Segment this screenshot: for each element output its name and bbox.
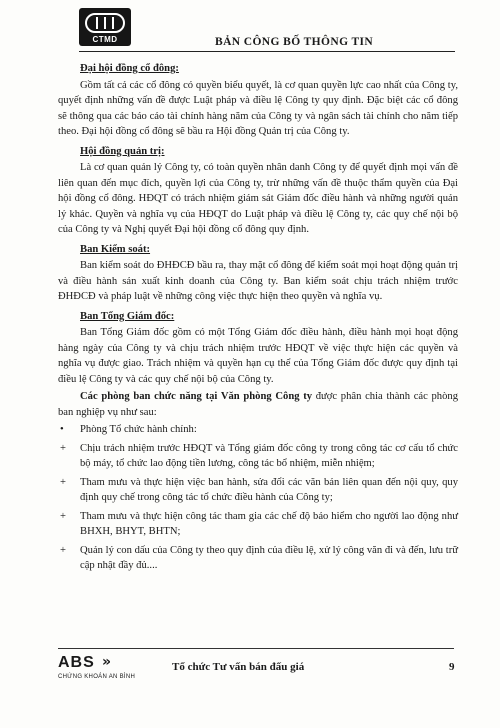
- section-text-dhcd: Gồm tất cả các cổ đông có quyền biểu quyết, là cơ quan quyền lực cao nhất của Công ty, quyết định những vấn đề được Luật pháp và điều lệ Công ty quy định. Đặc biệt các cổ đông sẽ thông qua các báo cáo tài chính hàng năm của Công ty và ngân sách tài chính cho năm tiếp theo. Đại hội đồng cổ đông sẽ bầu ra Hội đồng Quản trị của Công ty.: [58, 79, 458, 137]
- logo-text: CTMD: [92, 35, 118, 44]
- abs-arrows-icon: »: [102, 654, 112, 670]
- company-logo: [79, 8, 131, 46]
- section-text-phong-ban: [58, 389, 458, 420]
- department-list: [58, 422, 458, 574]
- section-text-btgd: Ban Tổng Giám đốc gồm có một Tổng Giám đốc điều hành, điều hành mọi hoạt động hàng ngày của Công ty và chịu trách nhiệm trước HĐQT về việc thực hiện các quyền và nghĩa vụ được giao. Trách nhiệm và quyền hạn cụ thể của Tổng Giám đốc được quy định tại điều lệ Công ty và các quy chế nội bộ của Công ty.: [58, 327, 458, 385]
- document-body: [58, 57, 458, 577]
- list-item: [58, 475, 458, 506]
- section-heading-hdqt: Hội đồng quản trị:: [80, 145, 165, 157]
- list-item: [58, 509, 458, 540]
- plus-marker: +: [60, 510, 66, 522]
- page-number: 9: [449, 661, 455, 673]
- plus-marker: +: [60, 476, 66, 488]
- header-divider: [79, 51, 455, 52]
- footer-text: Tổ chức Tư vấn bán đấu giá: [172, 661, 305, 673]
- abs-logo: [58, 654, 138, 688]
- footer-divider: [58, 648, 454, 649]
- section-heading-bks: Ban Kiểm soát:: [80, 243, 151, 255]
- section-heading-btgd: Ban Tổng Giám đốc:: [80, 310, 175, 322]
- section-text-hdqt: Là cơ quan quản lý Công ty, có toàn quyền nhân danh Công ty để quyết định mọi vấn đề liên quan đến mục đích, quyền lợi của Công ty, trừ những vấn đề thuộc thẩm quyền của Đại hội đồng cổ đông. HĐQT có trách nhiệm giám sát Giám đốc điều hành và những người quản lý khác. Quyền và nghĩa vụ của HĐQT do Luật pháp và điều lệ Công ty, các quy chế nội bộ của Công ty và Nghị quyết Đại hội đồng cổ đông quy định.: [58, 162, 458, 235]
- bullet-marker: •: [60, 424, 64, 435]
- phong-ban-bold: Các phòng ban chức năng tại Văn phòng Công ty: [80, 391, 313, 402]
- logo-emblem-icon: [85, 13, 125, 33]
- phong-ban-rest: được phân chia thành các phòng ban nghiệp vụ như sau:: [58, 391, 458, 418]
- list-item-bullet: [58, 422, 458, 438]
- list-item-text: Phòng Tổ chức hành chính:: [80, 424, 197, 435]
- section-text-bks: Ban kiểm soát do ĐHĐCĐ bầu ra, thay mặt cổ đông để kiểm soát mọi hoạt động quản trị và điều hành sản xuất kinh doanh của Công ty. Ban kiểm soát chịu trách nhiệm trước ĐHĐCĐ và pháp luật về những công việc thực hiện theo quyền và nghĩa vụ.: [58, 260, 458, 302]
- section-heading-dhcd: Đại hội đồng cổ đông:: [80, 63, 179, 74]
- list-item: [58, 441, 458, 472]
- page-header-title: BẢN CÔNG BỐ THÔNG TIN: [215, 36, 374, 48]
- abs-logo-subtitle: CHỨNG KHOÁN AN BÌNH: [58, 674, 136, 680]
- list-item: [58, 543, 458, 574]
- plus-marker: +: [60, 544, 66, 556]
- list-item-text: Tham mưu và thực hiện công tác tham gia các chế độ bảo hiểm cho người lao động như BHXH, BHYT, BHTN;: [80, 510, 458, 537]
- list-item-text: Quản lý con dấu của Công ty theo quy định của điều lệ, xử lý công văn đi và đến, lưu trữ cập nhật đầy đủ....: [80, 544, 458, 571]
- plus-marker: +: [60, 442, 66, 454]
- list-item-text: Tham mưu và thực hiện việc ban hành, sửa đổi các văn bản liên quan đến nội quy, quy định quy chế trong công tác tổ chức điều hành của Công ty;: [80, 476, 458, 503]
- abs-logo-word: ABS: [58, 654, 95, 671]
- list-item-text: Chịu trách nhiệm trước HĐQT và Tổng giám đốc công ty trong công tác cơ cấu tổ chức bộ máy, tổ chức lao động tiền lương, công tác bổ nhiệm, miễn nhiệm;: [80, 442, 458, 469]
